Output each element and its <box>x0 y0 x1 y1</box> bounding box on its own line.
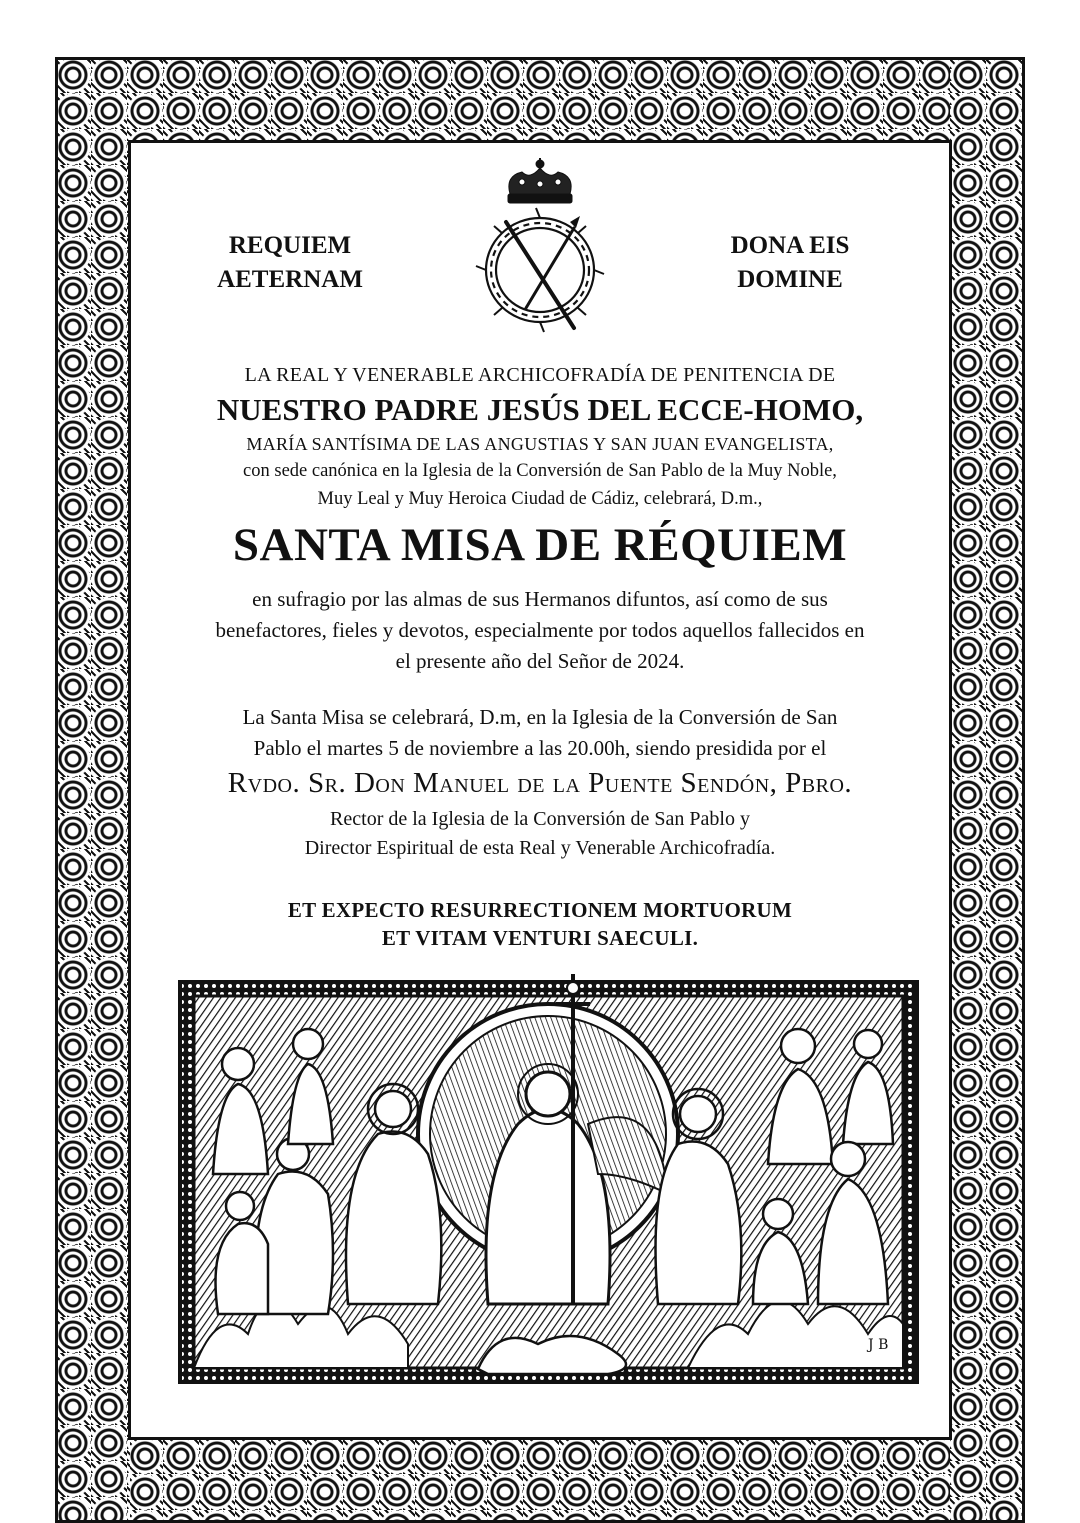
brotherhood-subtitle: MARÍA SANTÍSIMA DE LAS ANGUSTIAS Y SAN JUAN EVANGELISTA, <box>246 434 834 454</box>
seat-line-2: Muy Leal y Muy Heroica Ciudad de Cádiz, celebrará, D.m., <box>317 489 763 509</box>
crown-thorns-emblem-icon <box>470 158 610 338</box>
motto-requiem-aeternam <box>190 229 390 297</box>
svg-text:J B: J B <box>868 1337 889 1353</box>
suffrage-line-2: benefactores, fieles y devotos, especialmente por todos aquellos fallecidos en <box>215 618 865 642</box>
closing-line-1: ET EXPECTO RESURRECTIONEM MORTUORUM <box>287 898 793 922</box>
schedule-line-1: La Santa Misa se celebrará, D.m, en la Iglesia de la Conversión de San <box>242 705 838 729</box>
motto-dona-eis-domine <box>690 229 890 297</box>
brotherhood-intro: LA REAL Y VENERABLE ARCHICOFRADÍA DE PENITENCIA DE <box>244 364 836 386</box>
motto-left-line-1: REQUIEM <box>228 232 352 259</box>
brotherhood-title: NUESTRO PADRE JESÚS DEL ECCE-HOMO, <box>216 392 864 427</box>
suffrage-line-3: el presente año del Señor de 2024. <box>395 649 685 673</box>
schedule-paragraph <box>140 702 940 764</box>
mass-title: SANTA MISA DE RÉQUIEM <box>232 519 848 571</box>
motto-left-line-2: AETERNAM <box>217 266 363 293</box>
suffrage-paragraph <box>140 584 940 677</box>
celebrant-role-line-1: Rector de la Iglesia de la Conversión de San Pablo y <box>330 808 750 830</box>
closing-line-2: ET VITAM VENTURI SAECULI. <box>381 926 699 950</box>
celebrant-role-line-2: Director Espiritual de esta Real y Venerable Archicofradía. <box>304 837 776 859</box>
motto-right-line-1: DONA EIS <box>730 232 850 259</box>
celebrant-name: Rvdo. Sr. Don Manuel de la Puente Sendón, Pbro. <box>227 767 853 799</box>
seat-line-1: con sede canónica en la Iglesia de la Conversión de San Pablo de la Muy Noble, <box>243 461 837 481</box>
closing-creed <box>140 896 940 952</box>
celebrant-role <box>140 805 940 863</box>
angel-souls-purgatory-engraving <box>178 974 919 1392</box>
suffrage-line-1: en sufragio por las almas de sus Hermanos difuntos, así como de sus <box>252 587 828 611</box>
motto-right-line-2: DOMINE <box>737 266 843 293</box>
schedule-line-2: Pablo el martes 5 de noviembre a las 20.00h, siendo presidida por el <box>253 736 827 760</box>
